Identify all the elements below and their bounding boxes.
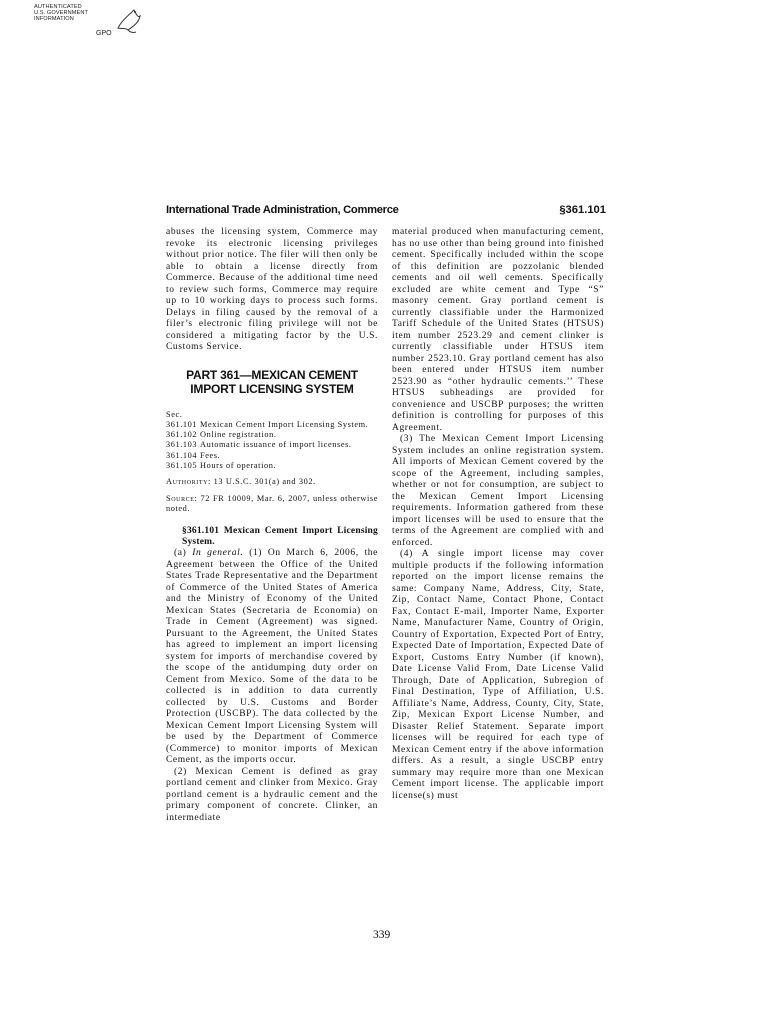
paragraph-a <box>166 548 378 767</box>
toc-title: Fees. <box>200 450 221 460</box>
toc-entry <box>166 420 378 430</box>
toc-number: 361.101 <box>166 419 198 429</box>
gpo-authentication-seal <box>34 4 146 44</box>
eagle-icon <box>114 6 144 36</box>
source-label: Source: <box>166 493 198 503</box>
toc-title: Online registration. <box>200 430 277 440</box>
table-of-contents <box>166 410 378 472</box>
source-text: 72 FR 10009, Mar. 6, 2007, unless otherwise noted. <box>166 493 378 513</box>
toc-title: Mexican Cement Import Licensing System. <box>200 419 369 429</box>
paragraph-a-subject: In general. <box>192 548 244 559</box>
toc-entry <box>166 461 378 471</box>
source-note <box>166 494 378 515</box>
paragraph-3: (3) The Mexican Cement Import Licensing System includes an online registration system. All imports of Mexican Cement covered by the scope of the Agreement, including samples, whether or not for consumption, are subject to the Mexican Cement Import Licensing requirements. Information gathered from these import licenses will be used to ensure that the terms of the Agreement are complied with and enforced. <box>392 434 604 548</box>
running-head-section: §361.101 <box>559 204 606 216</box>
paragraph-a-text: (1) On March 6, 2006, the Agreement between the Office of the United States Trade Representative and the Department of Commerce of the United States of America and the Ministry of Economy of the United Mexican States (Secretaria de Economia) on Trade in Cement (Agreement) was signed. Pursuant to the Agreement, the United States has agreed to implement an import licensing system for imports of merchandise covered by the scope of the antidumping duty order on Cement from Mexico. Some of the data to be collected is in addition to data currently collected by U.S. Customs and Border Protection (USCBP). The data collected by the Mexican Cement Import Licensing System will be used by the Department of Commerce (Commerce) to monitor imports of Mexican Cement, as the imports occur. <box>166 548 378 766</box>
authority-note <box>166 477 378 487</box>
toc-title: Automatic issuance of import licenses. <box>200 440 352 450</box>
toc-number: 361.105 <box>166 460 198 470</box>
toc-label: Sec. <box>166 409 183 419</box>
toc-number: 361.103 <box>166 440 198 450</box>
continued-paragraph: abuses the licensing system, Commerce may revoke its electronic licensing privileges without prior notice. The filer will then only be able to obtain a license directly from Commerce. Because of the additional time need to review such forms, Commerce may require up to 10 working days to process such forms. Delays in filing caused by the removal of a filer’s electronic filing privilege will not be considered a mitigating factor by the U.S. Customs Service. <box>166 227 378 352</box>
left-column <box>166 227 378 824</box>
seal-line: AUTHENTICATED <box>34 4 82 10</box>
paragraph-a-prefix: (a) <box>174 548 187 559</box>
authority-text: 13 U.S.C. 301(a) and 302. <box>213 477 316 487</box>
seal-line: U.S. GOVERNMENT <box>34 10 89 16</box>
toc-entry <box>166 451 378 461</box>
page-number: 339 <box>373 929 391 941</box>
part-heading <box>166 368 378 396</box>
continued-paragraph: material produced when manufacturing cement, has no use other than being ground into finished cement. Specifically included within the scope of this definition are pozzolanic blended cements and oil well cements. Specifically excluded are white cement and Type “S” masonry cement. Gray portland cement is currently classifiable under the Harmonized Tariff Schedule of the United States (HTSUS) item number 2523.29 and cement clinker is currently classifiable under HTSUS item number 2523.10. Gray portland cement has also been entered under HTSUS item number 2523.90 as “other hydraulic cements.’’ These HTSUS subheadings are provided for convenience and USCBP purposes; the written definition is controlling for purposes of this Agreement. <box>392 227 604 433</box>
seal-line: INFORMATION <box>34 16 74 22</box>
toc-entry <box>166 440 378 450</box>
toc-title: Hours of operation. <box>200 460 277 470</box>
running-head <box>166 204 606 220</box>
toc-entry <box>166 430 378 440</box>
paragraph-2: (2) Mexican Cement is defined as gray portland cement and clinker from Mexico. Gray portland cement is a hydraulic cement and the primary component of concrete. Clinker, an intermediate <box>166 766 378 823</box>
paragraph-4: (4) A single import license may cover multiple products if the following information reported on the import license remains the same: Company Name, Address, City, State, Zip, Contact Name, Contact Phone, Contact Fax, Contact E-mail, Importer Name, Exporter Name, Manufacturer Name, Country of Origin, Country of Exportation, Expected Port of Entry, Expected Date of Importation, Expected Date of Export, Customs Entry Number (if known), Date License Valid From, Date License Valid Through, Date of Application, Subregion of Final Destination, Type of Affiliation, U.S. Affiliate’s Name, Address, County, City, State, Zip, Mexican Export License Number, and Disaster Relief Statement. Separate import licenses will be required for each type of Mexican Cement entry if the above information differs. As a result, a single USCBP entry summary may require more than one Mexican Cement import license. The applicable import license(s) must <box>392 549 604 801</box>
right-column <box>392 227 604 802</box>
part-heading-line: IMPORT LICENSING SYSTEM <box>190 381 354 396</box>
running-head-title: International Trade Administration, Commerce <box>166 204 399 216</box>
seal-gpo-label: GPO <box>96 30 112 37</box>
part-heading-line: PART 361—MEXICAN CEMENT <box>186 367 358 382</box>
authority-label: Authority: <box>166 477 211 487</box>
section-heading: §361.101 Mexican Cement Import Licensing System. <box>182 526 378 548</box>
toc-number: 361.104 <box>166 450 198 460</box>
toc-number: 361.102 <box>166 430 198 440</box>
